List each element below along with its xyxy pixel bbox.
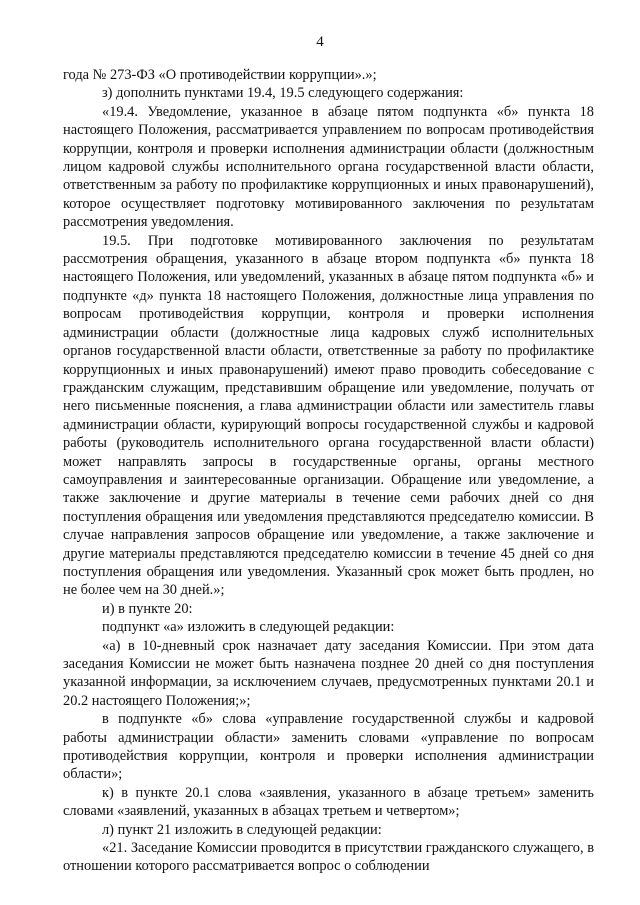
page-number: 4 bbox=[316, 34, 324, 50]
paragraph: «19.4. Уведомление, указанное в абзаце пятом подпункта «б» пункта 18 настоящего Положения, рассматривается управлением по вопросам противодействия коррупции, контроля и проверки исполнения администрации области (должностным лицом кадровой службы исполнительного органа государственной власти области, ответственным за работу по профилактике коррупционных и иных правонарушений), которое осуществляет подготовку мотивированного заключения по результатам рассмотрения уведомления. bbox=[63, 103, 594, 231]
document-body bbox=[63, 66, 594, 876]
paragraph: з) дополнить пунктами 19.4, 19.5 следующего содержания: bbox=[102, 85, 464, 102]
paragraph: подпункт «а» изложить в следующей редакции: bbox=[102, 619, 395, 636]
paragraph: и) в пункте 20: bbox=[102, 600, 193, 617]
paragraph: «21. Заседание Комиссии проводится в присутствии гражданского служащего, в отношении которого рассматривается вопрос о соблюдении bbox=[63, 840, 594, 875]
paragraph: 19.5. При подготовке мотивированного заключения по результатам рассмотрения обращения, указанного в абзаце втором подпункта «б» пункта 18 настоящего Положения, или уведомлений, указанных в абзаце пятом подпункта «б» и подпункте «д» пункта 18 настоящего Положения, должностные лица управления по вопросам противодействия коррупции, контроля и проверки исполнения администрации области (должностные лица кадровых служб исполнительных органов государственной власти области, ответственные за работу по профилактике коррупционных и иных правонарушений) имеют право проводить собеседование с гражданским служащим, представившим обращение или уведомление, получать от него письменные пояснения, а глава администрации области или заместитель главы администрации области, курирующий вопросы государственной службы и кадровой работы (руководитель исполнительного органа государственной власти области) может направлять запросы в государственные органы, органы местного самоуправления и заинтересованные организации. Обращение или уведомление, а также заключение и другие материалы в течение семи рабочих дней со дня поступления обращения или уведомления представляются председателю комиссии. В случае направления запросов обращение или уведомление, а также заключение и другие материалы представляются председателю комиссии в течение 45 дней со дня поступления обращения или уведомления. Указанный срок может быть продлен, но не более чем на 30 дней.»; bbox=[63, 232, 594, 599]
paragraph: к) в пункте 20.1 слова «заявления, указанного в абзаце третьем» заменить словами «заявлений, указанных в абзацах третьем и четвертом»; bbox=[63, 784, 594, 820]
paragraph: «а) в 10-дневный срок назначает дату заседания Комиссии. При этом дата заседания Комиссии не может быть назначена позднее 20 дней со дня поступления указанной информации, за исключением случаев, предусмотренных пунктами 20.1 и 20.2 настоящего Положения;»; bbox=[63, 637, 594, 709]
paragraph: в подпункте «б» слова «управление государственной службы и кадровой работы администрации области» заменить словами «управление по вопросам противодействия коррупции, контроля и проверки исполнения администрации области»; bbox=[63, 711, 594, 783]
paragraph: года № 273-ФЗ «О противодействии коррупции».»; bbox=[63, 67, 377, 83]
paragraph: л) пункт 21 изложить в следующей редакции: bbox=[102, 821, 382, 838]
